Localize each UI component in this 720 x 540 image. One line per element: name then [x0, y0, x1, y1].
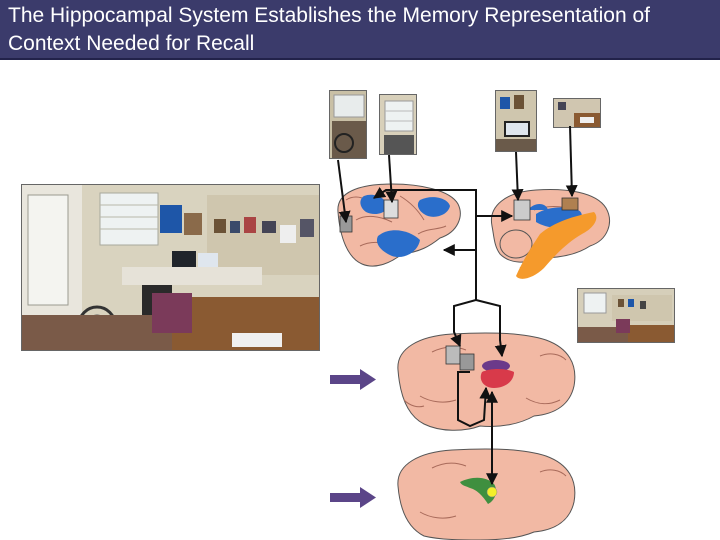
slide-title: The Hippocampal System Establishes the Memory Representation of Context Needed for Recall: [8, 4, 650, 55]
indicator-arrow-bottom: [330, 487, 376, 508]
arrow-thumb4-to-brain: [570, 126, 572, 196]
arrow-thumb3-to-brain: [516, 152, 518, 200]
marker-yellow: [487, 487, 497, 497]
indicator-arrow-middle: [330, 369, 376, 390]
